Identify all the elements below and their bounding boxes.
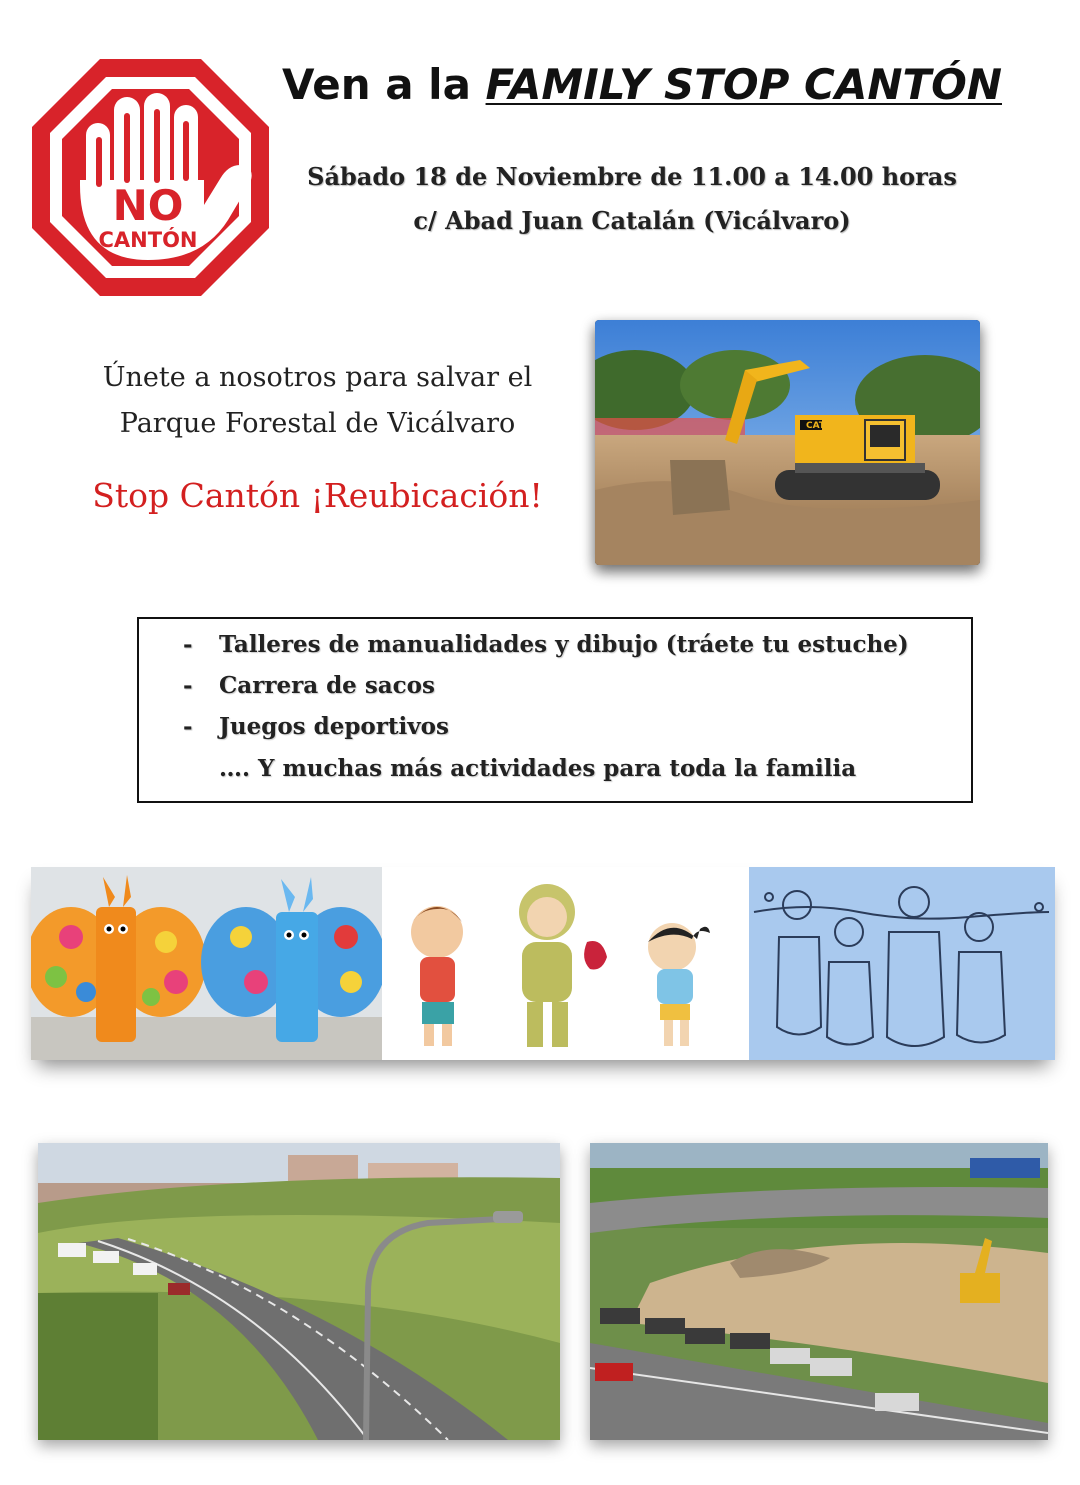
list-item bbox=[183, 631, 909, 658]
park-road-photo bbox=[38, 1143, 560, 1440]
stop-hand-icon bbox=[28, 55, 273, 300]
activities-image-strip bbox=[31, 867, 1055, 1060]
logo-canton-text: CANTÓN bbox=[98, 228, 198, 252]
title-prefix: Ven a la bbox=[282, 60, 486, 109]
list-item bbox=[183, 713, 449, 740]
activities-box bbox=[137, 617, 973, 803]
construction-site-photo bbox=[590, 1143, 1048, 1440]
join-text-line1: Únete a nosotros para salvar el bbox=[102, 362, 533, 393]
kids-playing-illustration bbox=[382, 867, 749, 1060]
event-date: Sábado 18 de Noviembre de 11.00 a 14.00 horas bbox=[307, 162, 957, 191]
activities-more: …. Y muchas más actividades para toda la familia bbox=[219, 755, 857, 782]
join-text-line2: Parque Forestal de Vicálvaro bbox=[119, 408, 516, 439]
page-title bbox=[282, 60, 1042, 109]
activity-label: Talleres de manualidades y dibujo (tráete tu estuche) bbox=[219, 631, 909, 658]
slogan: Stop Cantón ¡Reubicación! bbox=[92, 476, 543, 515]
sack-race-illustration bbox=[749, 867, 1055, 1060]
list-item bbox=[183, 672, 435, 699]
bullet: - bbox=[183, 631, 193, 658]
event-address: c/ Abad Juan Catalán (Vicálvaro) bbox=[413, 206, 851, 235]
bullet: - bbox=[183, 713, 193, 740]
activity-label: Juegos deportivos bbox=[219, 713, 449, 740]
paper-butterflies-photo bbox=[31, 867, 382, 1060]
title-emphasis: FAMILY STOP CANTÓN bbox=[485, 60, 1002, 109]
excavator-cat-label: CAT bbox=[806, 421, 826, 431]
bullet: - bbox=[183, 672, 193, 699]
activity-label: Carrera de sacos bbox=[219, 672, 435, 699]
excavator-photo bbox=[595, 320, 980, 565]
logo-no-text: NO bbox=[112, 181, 184, 230]
